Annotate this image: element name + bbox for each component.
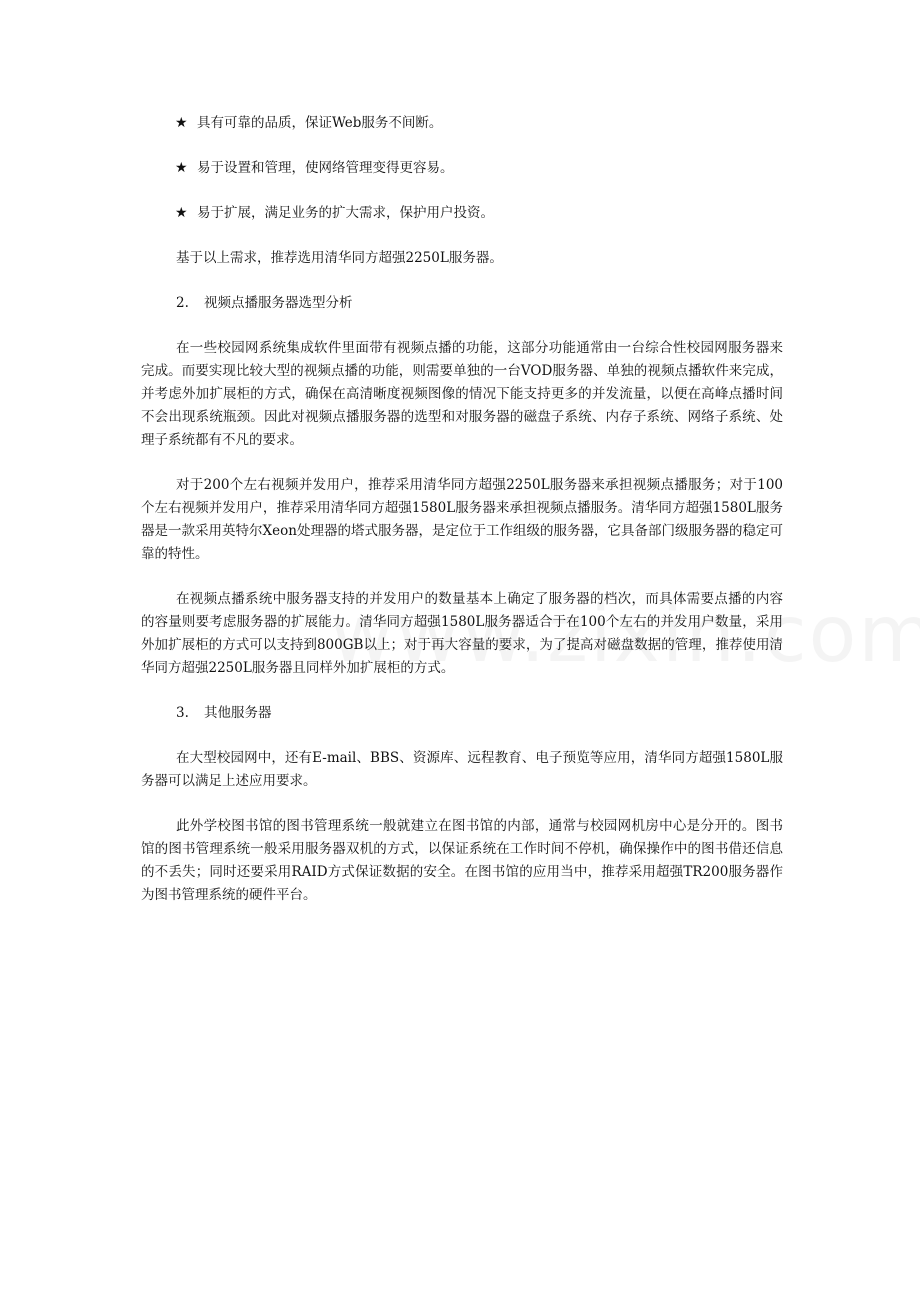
recommendation-paragraph: 基于以上需求，推荐选用清华同方超强2250L服务器。: [176, 250, 503, 266]
section-3-paragraph: 此外学校图书馆的图书管理系统一般就建立在图书馆的内部，通常与校园网机房中心是分开的。图书馆的图书管理系统一般采用服务器双机的方式，以保证系统在工作时间不停机，确保操作中的图书借还信息的不丢失；同时还要采用RAID方式保证数据的安全。在图书馆的应用当中，推荐采用超强TR200服务器作为图书管理系统的硬件平台。: [141, 818, 783, 903]
bullet-item: [141, 112, 783, 135]
section-3-paragraph: 在大型校园网中，还有E-mail、BBS、资源库、远程教育、电子预览等应用，清华同方超强1580L服务器可以满足上述应用要求。: [141, 750, 783, 789]
section-title: 视频点播服务器选型分析: [204, 295, 353, 311]
bullet-item: [141, 202, 783, 225]
section-2-heading: [141, 292, 783, 315]
star-icon: ★: [175, 205, 188, 221]
star-icon: ★: [175, 115, 188, 131]
section-3-heading: [141, 702, 783, 725]
bullet-text: 易于扩展，满足业务的扩大需求，保护用户投资。: [197, 205, 494, 221]
star-icon: ★: [175, 160, 188, 176]
section-2-paragraph: 对于200个左右视频并发用户，推荐采用清华同方超强2250L服务器来承担视频点播服务；对于100个左右视频并发用户，推荐采用清华同方超强1580L服务器来承担视频点播服务。清华同方超强1580L服务器是一款采用英特尔Xeon处理器的塔式服务器，是定位于工作组级的服务器，它具备部门级服务器的稳定可靠的特性。: [141, 477, 783, 562]
document-body: [141, 112, 783, 929]
section-2-paragraph: 在视频点播系统中服务器支持的并发用户的数量基本上确定了服务器的档次，而具体需要点播的内容的容量则要考虑服务器的扩展能力。清华同方超强1580L服务器适合于在100个左右的并发用户数量，采用外加扩展柜的方式可以支持到800GB以上；对于再大容量的要求，为了提高对磁盘数据的管理，推荐使用清华同方超强2250L服务器且同样外加扩展柜的方式。: [141, 591, 783, 676]
bullet-item: [141, 157, 783, 180]
section-number: 2.: [176, 295, 189, 311]
section-2-paragraph: 在一些校园网系统集成软件里面带有视频点播的功能，这部分功能通常由一台综合性校园网服务器来完成。而要实现比较大型的视频点播的功能，则需要单独的一台VOD服务器、单独的视频点播软件来完成，并考虑外加扩展柜的方式，确保在高清晰度视频图像的情况下能支持更多的并发流量，以便在高峰点播时间不会出现系统瓶颈。因此对视频点播服务器的选型和对服务器的磁盘子系统、内存子系统、网络子系统、处理子系统都有不凡的要求。: [141, 340, 783, 448]
section-number: 3.: [176, 705, 189, 721]
bullet-text: 易于设置和管理，使网络管理变得更容易。: [197, 160, 454, 176]
bullet-text: 具有可靠的品质，保证Web服务不间断。: [197, 115, 443, 131]
section-title: 其他服务器: [204, 705, 272, 721]
